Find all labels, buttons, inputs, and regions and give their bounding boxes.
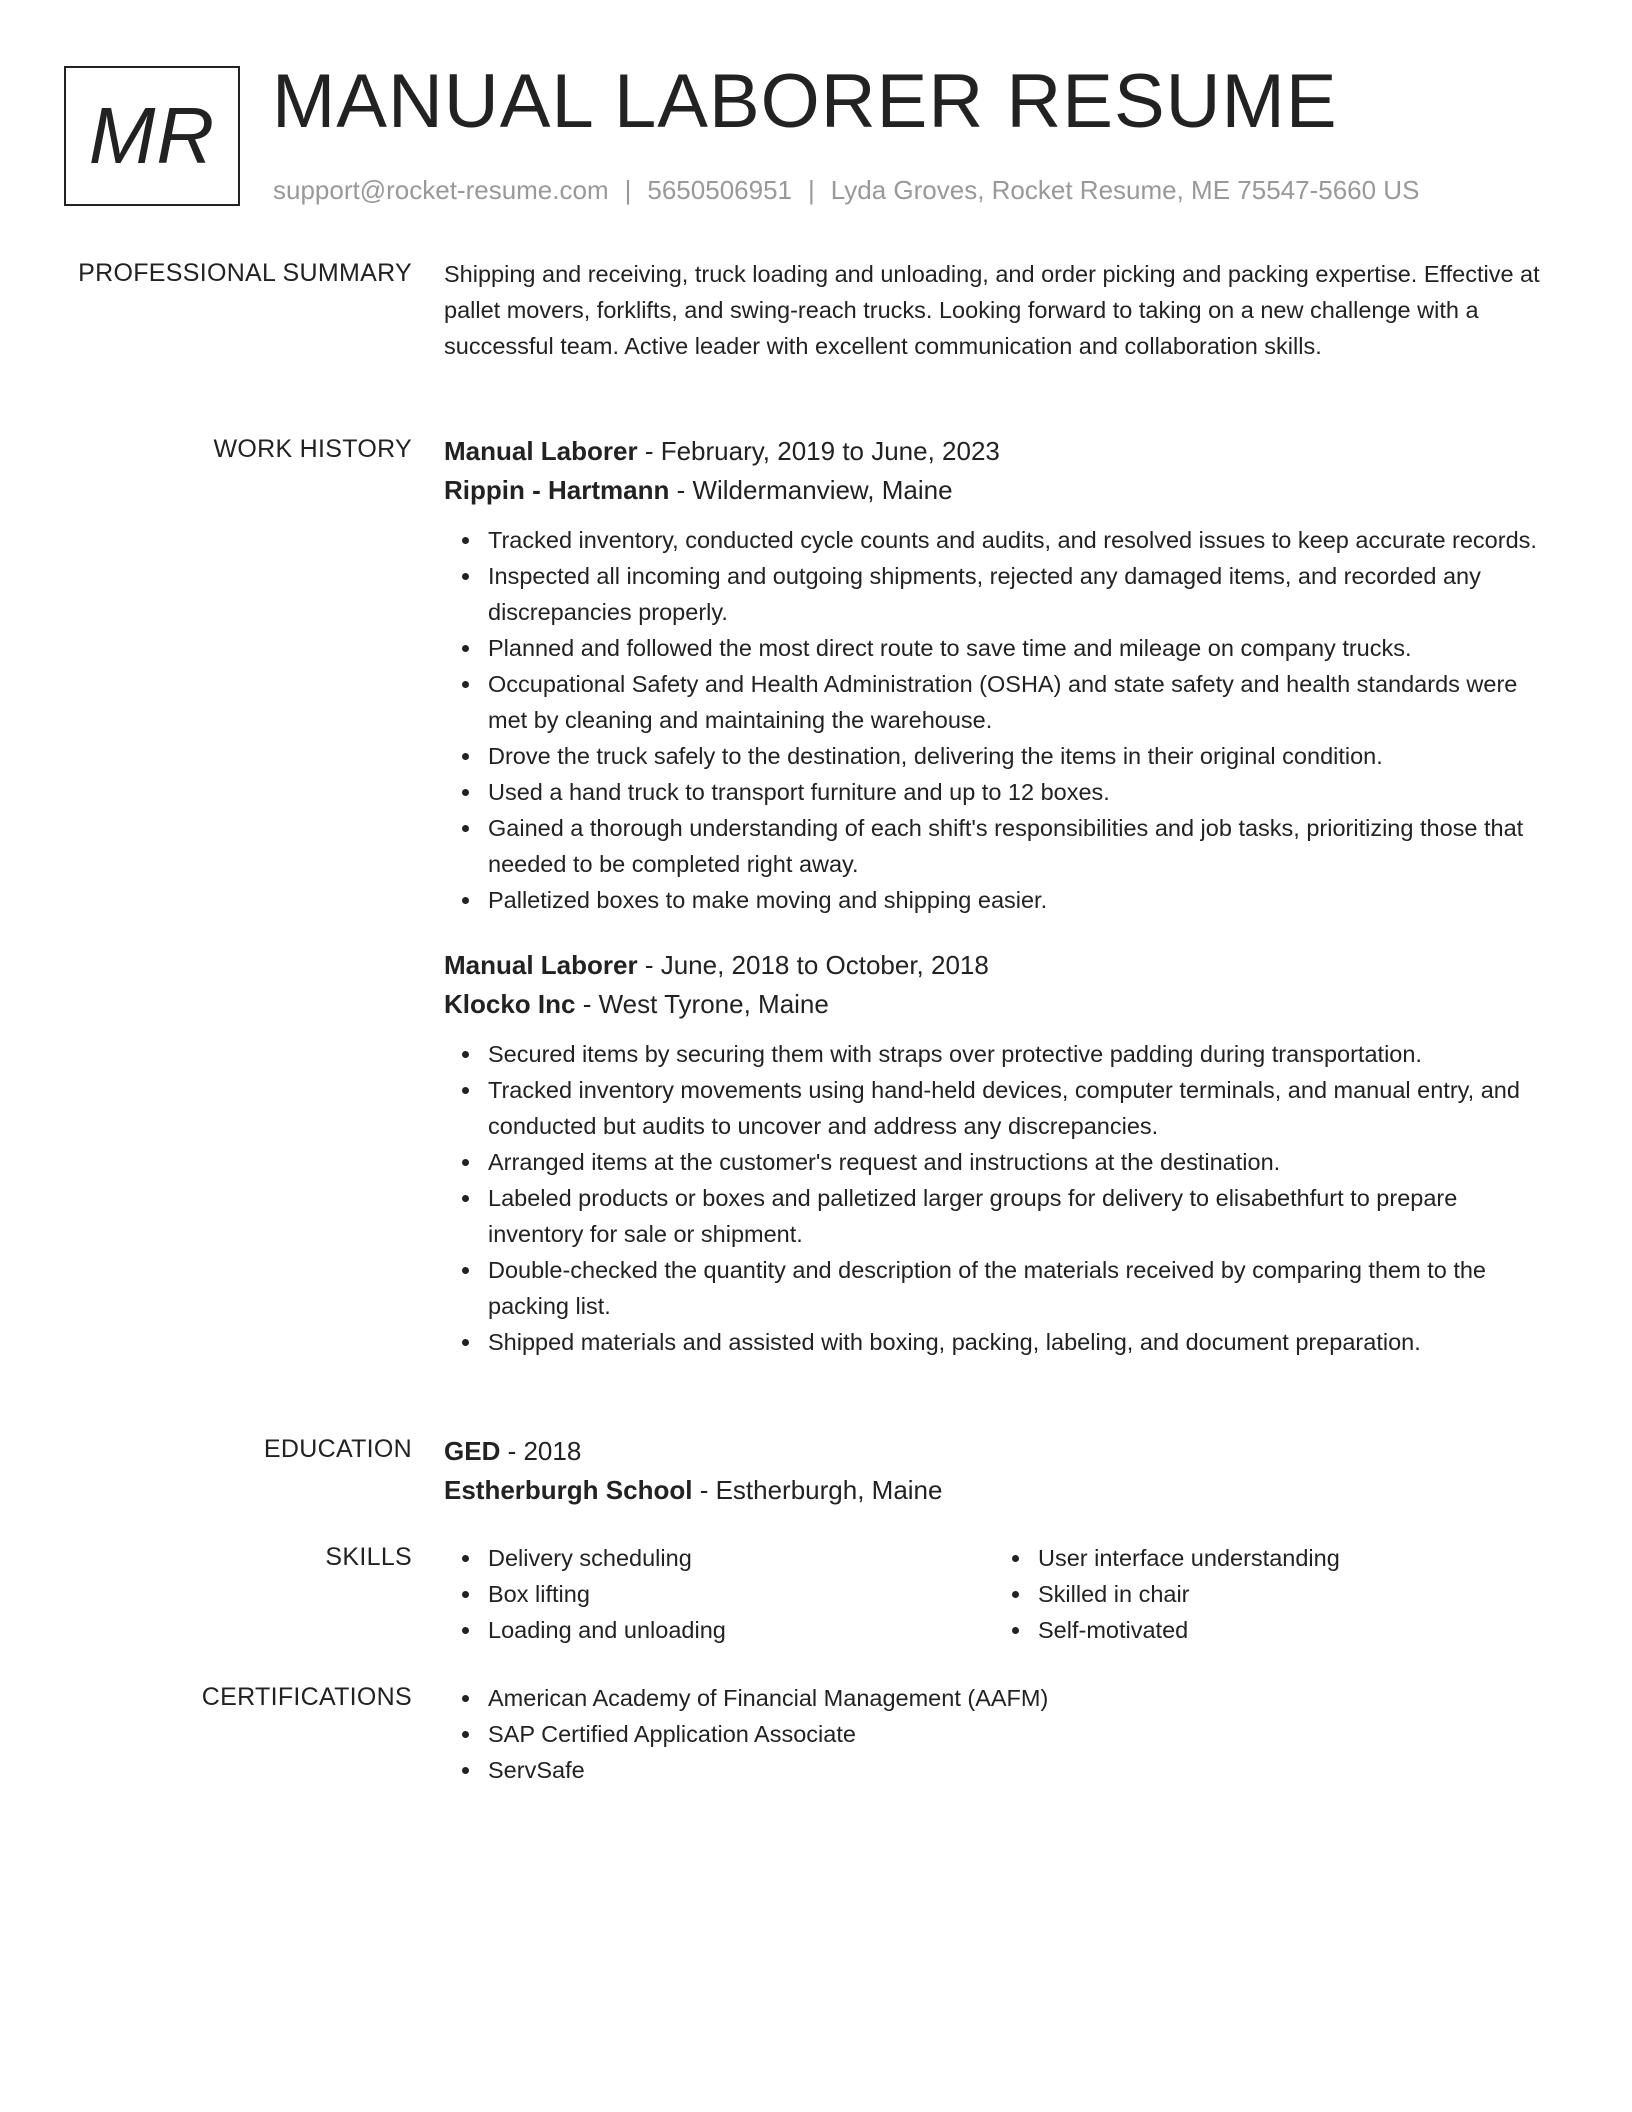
job-company: Klocko Inc (444, 989, 576, 1019)
summary-body (444, 256, 1544, 364)
skills-list-right (994, 1540, 1544, 1648)
job-entry (444, 946, 1544, 1360)
job-title-line (444, 432, 1544, 471)
job-bullet: Double-checked the quantity and description of the materials received by comparing them to the packing list. (488, 1252, 1544, 1324)
skill-item: Box lifting (488, 1576, 994, 1612)
education-year: - 2018 (500, 1436, 582, 1466)
certifications-body (444, 1680, 1544, 1788)
skill-item: Loading and unloading (488, 1612, 994, 1648)
contact-phone: 5650506951 (647, 175, 792, 205)
section-label-work-history: WORK HISTORY (213, 435, 412, 463)
skill-item: Self-motivated (1038, 1612, 1544, 1648)
certification-item: SAP Certified Application Associate (488, 1716, 1544, 1752)
education-degree: GED (444, 1436, 501, 1466)
skill-item: User interface understanding (1038, 1540, 1544, 1576)
education-body (444, 1432, 1544, 1510)
job-title: Manual Laborer (444, 950, 638, 980)
certification-item: American Academy of Financial Management (AAFM) (488, 1680, 1544, 1716)
job-bullet: Arranged items at the customer's request and instructions at the destination. (488, 1144, 1544, 1180)
contact-email: support@rocket-resume.com (273, 175, 609, 205)
job-location: - Wildermanview, Maine (669, 475, 953, 505)
job-company-line (444, 471, 1544, 510)
section-label-summary: PROFESSIONAL SUMMARY (78, 259, 412, 287)
education-location: - Estherburgh, Maine (692, 1475, 943, 1505)
education-degree-line (444, 1432, 1544, 1471)
job-entry (444, 432, 1544, 918)
job-bullet: Labeled products or boxes and palletized larger groups for delivery to elisabethfurt to prepare inventory for sale or shipment. (488, 1180, 1544, 1252)
summary-text: Shipping and receiving, truck loading and unloading, and order picking and packing expertise. Effective at pallet movers, forklifts, and swing-reach trucks. Looking forward to taking on a new challenge with a successful team. Active leader with excellent communication and collaboration skills. (444, 261, 1540, 359)
job-bullet: Drove the truck safely to the destination, delivering the items in their original condition. (488, 738, 1544, 774)
job-bullets (444, 1036, 1544, 1360)
skill-item: Skilled in chair (1038, 1576, 1544, 1612)
job-company-line (444, 985, 1544, 1024)
job-bullet: Palletized boxes to make moving and shipping easier. (488, 882, 1544, 918)
job-bullets (444, 522, 1544, 918)
job-bullet: Tracked inventory, conducted cycle counts and audits, and resolved issues to keep accurate records. (488, 522, 1544, 558)
job-bullet: Used a hand truck to transport furniture and up to 12 boxes. (488, 774, 1544, 810)
job-bullet: Inspected all incoming and outgoing shipments, rejected any damaged items, and recorded any discrepancies properly. (488, 558, 1544, 630)
monogram-logo: MR (64, 66, 240, 206)
certifications-list (444, 1680, 1544, 1788)
job-company: Rippin - Hartmann (444, 475, 670, 505)
section-label-certifications: CERTIFICATIONS (201, 1683, 412, 1711)
resume-title: MANUAL LABORER RESUME (272, 59, 1338, 144)
skills-list-left (444, 1540, 994, 1648)
contact-separator: | (808, 175, 815, 205)
contact-separator: | (624, 175, 632, 205)
certification-item: ServSafe (488, 1752, 1544, 1788)
job-bullet: Tracked inventory movements using hand-held devices, computer terminals, and manual entry, and conducted but audits to uncover and address any discrepancies. (488, 1072, 1544, 1144)
job-bullet: Planned and followed the most direct route to save time and mileage on company trucks. (488, 630, 1544, 666)
job-title: Manual Laborer (444, 436, 638, 466)
job-title-line (444, 946, 1544, 985)
education-school-line (444, 1471, 1544, 1510)
skills-body (444, 1540, 1544, 1648)
job-bullet: Shipped materials and assisted with boxing, packing, labeling, and document preparation. (488, 1324, 1544, 1360)
job-bullet: Gained a thorough understanding of each shift's responsibilities and job tasks, prioritizing those that needed to be completed right away. (488, 810, 1544, 882)
education-school: Estherburgh School (444, 1475, 693, 1505)
contact-address: Lyda Groves, Rocket Resume, ME 75547-5660 US (830, 175, 1420, 205)
skill-item: Delivery scheduling (488, 1540, 994, 1576)
section-label-education: EDUCATION (263, 1435, 412, 1463)
job-dates: - June, 2018 to October, 2018 (637, 950, 989, 980)
job-dates: - February, 2019 to June, 2023 (637, 436, 1000, 466)
job-location: - West Tyrone, Maine (575, 989, 829, 1019)
contact-line (273, 172, 1419, 208)
work-history-body (444, 432, 1544, 1360)
job-bullet: Occupational Safety and Health Administration (OSHA) and state safety and health standards were met by cleaning and maintaining the warehouse. (488, 666, 1544, 738)
section-label-skills: SKILLS (325, 1543, 412, 1571)
job-bullet: Secured items by securing them with straps over protective padding during transportation. (488, 1036, 1544, 1072)
